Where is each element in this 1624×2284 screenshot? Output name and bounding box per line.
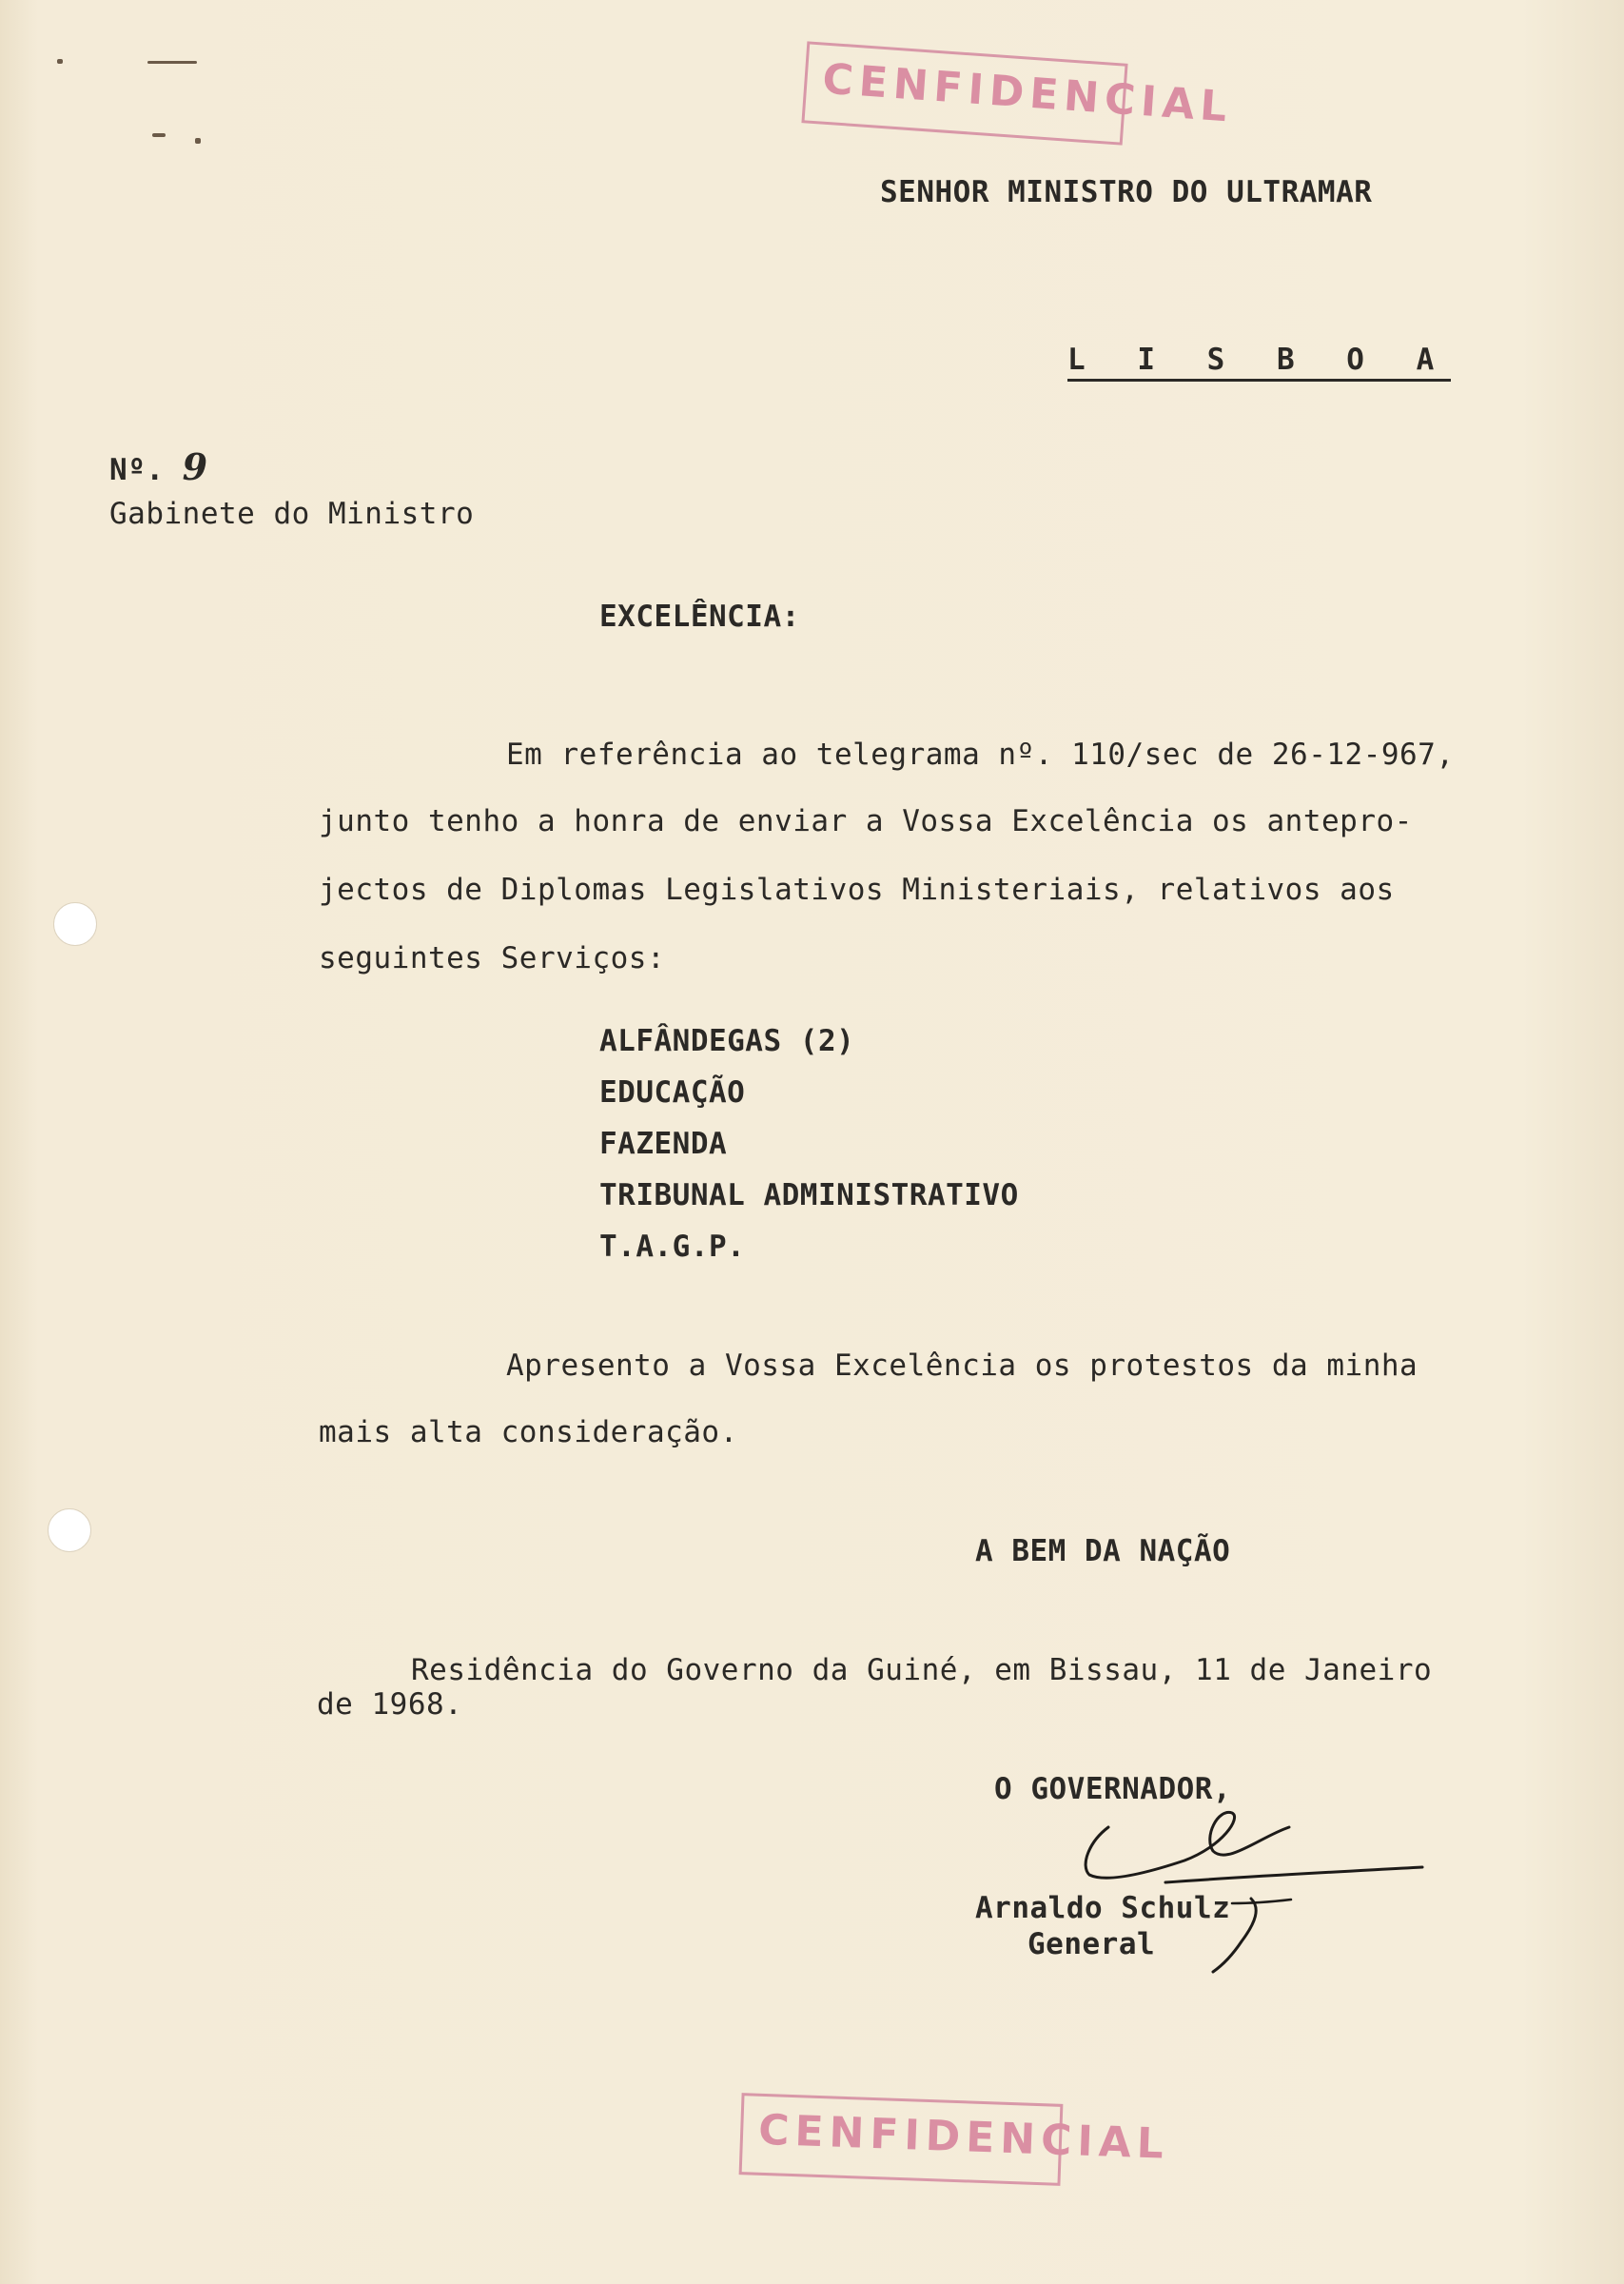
confidential-stamp-bottom: CENFIDENCIAL <box>739 2093 1064 2186</box>
place-date: Residência do Governo da Guiné, em Bissau, 11 de Janeiro <box>411 1653 1433 1687</box>
service-item: T.A.G.P. <box>599 1230 746 1264</box>
ink-speck <box>195 138 201 144</box>
number-label <box>109 445 208 488</box>
number-label-text: Nº. <box>109 453 165 487</box>
salutation: EXCELÊNCIA: <box>599 600 800 634</box>
body-line: Em referência ao telegrama nº. 110/sec de 26-12-967, <box>506 738 1455 772</box>
body-line: jectos de Diplomas Legislativos Ministeriais, relativos aos <box>319 873 1395 907</box>
body-line: mais alta consideração. <box>319 1415 738 1449</box>
service-item: FAZENDA <box>599 1127 728 1161</box>
service-item: TRIBUNAL ADMINISTRATIVO <box>599 1178 1019 1212</box>
ink-speck <box>57 59 63 64</box>
confidential-stamp-top: CENFIDENCIAL <box>801 41 1127 145</box>
service-item: EDUCAÇÃO <box>599 1075 746 1110</box>
signatory-rank: General <box>1027 1927 1156 1961</box>
body-line: junto tenho a honra de enviar a Vossa Excelência os antepro- <box>319 804 1413 838</box>
motto: A BEM DA NAÇÃO <box>975 1534 1231 1568</box>
service-item: ALFÂNDEGAS (2) <box>599 1024 855 1058</box>
city: L I S B O A <box>1067 343 1451 382</box>
punch-hole <box>48 1508 91 1552</box>
signatory-name: Arnaldo Schulz <box>975 1891 1231 1925</box>
place-date: de 1968. <box>317 1687 463 1722</box>
number-value: 9 <box>182 445 208 488</box>
body-line: seguintes Serviços: <box>319 941 666 975</box>
addressee: SENHOR MINISTRO DO ULTRAMAR <box>880 175 1373 209</box>
ink-speck <box>147 61 197 64</box>
ink-speck <box>152 133 166 137</box>
punch-hole <box>53 902 97 946</box>
office: Gabinete do Ministro <box>109 497 475 531</box>
body-line: Apresento a Vossa Excelência os protestos da minha <box>506 1349 1419 1383</box>
signatory-title: O GOVERNADOR, <box>994 1772 1232 1806</box>
